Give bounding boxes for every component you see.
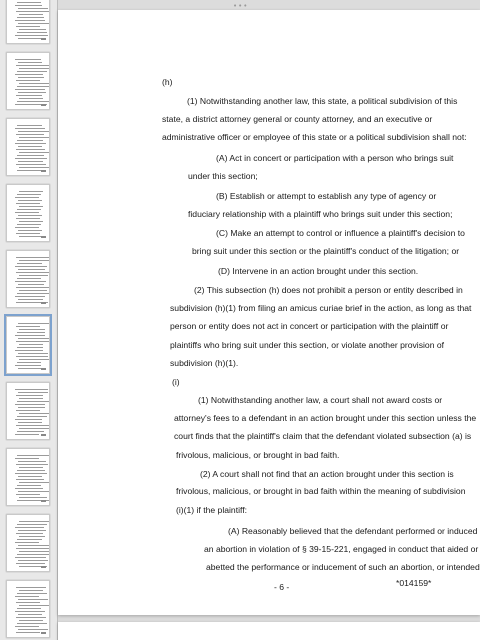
thumbnail-text-line <box>17 608 41 609</box>
thumbnail-text-line <box>16 410 40 411</box>
thumbnail-text-line <box>18 629 48 630</box>
thumbnail-text-line <box>19 467 43 468</box>
thumbnail-text-line <box>16 287 49 288</box>
thumbnail-text-line <box>19 344 43 345</box>
thumbnail-text-line <box>17 416 47 417</box>
page-thumbnail[interactable] <box>6 448 50 506</box>
thumbnail-text-line <box>18 560 48 561</box>
thumbnail-text-line <box>18 392 48 393</box>
page-thumbnail[interactable] <box>6 184 50 242</box>
thumbnail-text-line <box>19 152 50 153</box>
thumbnail-text-line <box>16 272 50 273</box>
doc-line: (D) Intervene in an action brought under this section. <box>218 266 419 276</box>
thumbnail-text-line <box>16 11 49 12</box>
thumbnail-text-line <box>19 260 49 261</box>
doc-line: court finds that the plaintiff's claim that the defendant violated subsection (a) is <box>174 431 472 441</box>
thumbnail-text-line <box>18 407 45 408</box>
thumbnail-text-line <box>17 125 42 126</box>
doc-line: attorney's fees to a defendant in an action brought under this section unless the <box>174 413 477 423</box>
thumbnail-text-line <box>16 203 40 204</box>
thumbnail-text-line <box>18 491 50 492</box>
thumbnail-text-line <box>17 593 47 594</box>
thumbnail-text-line <box>17 263 42 264</box>
doc-line: subdivision (h)(1). <box>170 358 239 368</box>
thumbnail-text-line <box>17 554 49 555</box>
thumbnail-text-line <box>16 65 50 66</box>
thumbnail-text-line <box>17 539 42 540</box>
thumbnail-text-line <box>15 458 39 459</box>
thumbnail-text-line <box>16 95 42 96</box>
thumbnail-text-line <box>16 356 48 357</box>
doc-line: (A) Act in concert or participation with a person who brings suit <box>216 153 454 163</box>
doc-line: (A) Reasonably believed that the defendant performed or induced <box>228 526 478 536</box>
doc-line: frivolous, malicious, or brought in bad faith. <box>176 450 340 460</box>
thumbnail-text-line <box>18 323 50 324</box>
doc-line: (1) Notwithstanding another law, a court shall not award costs or <box>198 395 443 405</box>
thumbnail-text-line <box>19 137 50 138</box>
thumbnail-text-line <box>17 32 47 33</box>
thumbnail-page-number <box>41 632 46 634</box>
thumbnail-text-line <box>18 530 46 531</box>
thumbnail-text-line <box>19 167 50 168</box>
thumbnail-text-line <box>17 470 45 471</box>
thumbnail-text-line <box>18 338 50 339</box>
thumbnail-text-line <box>15 611 45 612</box>
thumbnail-text-line <box>19 428 49 429</box>
thumbnail-text-line <box>19 398 43 399</box>
thumbnail-page-number <box>41 104 46 106</box>
thumbnail-text-line <box>16 494 40 495</box>
thumbnail-text-line <box>15 212 39 213</box>
thumbnail-page-number <box>41 434 46 436</box>
doc-line: subdivision (h)(1) from filing an amicus curiae brief in the action, as long as that <box>170 303 472 313</box>
thumbnail-text-line <box>17 278 41 279</box>
thumbnail-text-line <box>16 587 46 588</box>
document-code: *014159* <box>396 578 432 588</box>
thumbnail-text-line <box>15 365 41 366</box>
page-thumbnail[interactable] <box>6 382 50 440</box>
thumbnail-text-line <box>19 68 50 69</box>
thumbnail-text-line <box>17 194 41 195</box>
thumbnail-text-line <box>19 413 50 414</box>
thumbnail-page-number <box>41 368 46 370</box>
doc-line: (1) Notwithstanding another law, this state, a political subdivision of this <box>187 96 458 106</box>
thumbnail-text-line <box>19 605 49 606</box>
thumbnail-text-line <box>18 461 46 462</box>
thumbnail-text-line <box>15 596 39 597</box>
doc-line: (i)(1) if the plaintiff: <box>176 505 248 515</box>
doc-line: state, a district attorney general or county attorney, and an executive or <box>162 114 433 124</box>
doc-line: (2) A court shall not find that an action brought under this section is <box>200 469 454 479</box>
page-thumbnail[interactable] <box>6 52 50 110</box>
thumbnail-text-line <box>16 326 40 327</box>
thumbnail-text-line <box>18 422 42 423</box>
thumbnail-text-line <box>15 281 46 282</box>
thumbnail-text-line <box>18 161 43 162</box>
thumbnail-text-line <box>19 14 43 15</box>
thumbnail-page-number <box>41 302 46 304</box>
thumbnail-text-line <box>17 140 43 141</box>
thumbnail-text-line <box>15 488 43 489</box>
thumbnail-text-line <box>18 614 42 615</box>
thumbnail-text-line <box>17 17 44 18</box>
thumbnail-page-number <box>41 236 46 238</box>
thumbnail-text-line <box>18 476 42 477</box>
page-thumbnail[interactable] <box>6 514 50 572</box>
thumbnail-text-line <box>19 83 50 84</box>
thumbnail-text-line <box>15 557 46 558</box>
page-thumbnail-current[interactable] <box>6 316 50 374</box>
thumbnail-text-line <box>16 134 44 135</box>
page-number: - 6 - <box>274 582 290 592</box>
doc-line: an abortion in violation of § 39-15-221, engaged in conduct that aided or <box>204 544 479 554</box>
doc-line: abetted the performance or inducement of such an abortion, or intended <box>206 562 480 572</box>
thumbnail-text-line <box>19 221 43 222</box>
thumbnail-text-line <box>19 590 43 591</box>
thumbnail-text-line <box>17 209 41 210</box>
drag-handle-icon[interactable]: ••• <box>233 2 249 10</box>
thumbnail-text-line <box>15 143 46 144</box>
thumbnail-text-line <box>16 341 50 342</box>
thumbnail-text-line <box>19 206 43 207</box>
thumbnail-text-line <box>16 479 44 480</box>
thumbnail-text-line <box>15 128 45 129</box>
thumbnail-text-line <box>15 59 41 60</box>
thumbnail-text-line <box>16 533 43 534</box>
thumbnail-page-number <box>41 500 46 502</box>
thumbnail-text-line <box>17 362 41 363</box>
doc-line: frivolous, malicious, or brought in bad faith within the meaning of subdivision <box>176 486 466 496</box>
thumbnail-text-line <box>15 473 47 474</box>
thumbnail-text-line <box>16 80 40 81</box>
thumbnail-page-number <box>41 566 46 568</box>
thumbnail-text-line <box>18 38 42 39</box>
doc-line: (C) Make an attempt to control or influence a plaintiff's decision to <box>216 228 465 238</box>
thumbnail-text-line <box>17 524 47 525</box>
thumbnail-text-line <box>15 296 45 297</box>
thumbnail-text-line <box>16 218 40 219</box>
thumbnail-text-line <box>15 419 42 420</box>
thumbnail-text-line <box>19 536 45 537</box>
thumbnail-sidebar <box>0 0 58 640</box>
thumbnail-text-line <box>15 350 43 351</box>
thumbnail-text-line <box>18 8 48 9</box>
thumbnail-text-line <box>16 257 50 258</box>
thumbnail-text-line <box>15 158 47 159</box>
thumbnail-text-line <box>16 26 40 27</box>
thumbnail-text-line <box>16 602 40 603</box>
doc-line: (2) This subsection (h) does not prohibit a person or entity described in <box>194 285 463 295</box>
thumbnail-text-line <box>19 275 48 276</box>
thumbnail-text-line <box>16 632 40 633</box>
thumbnail-text-line <box>16 617 46 618</box>
doc-line: bring suit under this section or the plaintiff's conduct of the litigation; or <box>192 246 460 256</box>
document-viewer[interactable] <box>58 0 480 640</box>
thumbnail-text-line <box>17 332 45 333</box>
thumbnail-text-line <box>19 236 43 237</box>
thumbnail-text-line <box>18 299 43 300</box>
page-thumbnail[interactable] <box>6 118 50 176</box>
thumbnail-text-line <box>17 86 49 87</box>
thumbnail-text-line <box>16 464 48 465</box>
thumbnail-text-line <box>16 164 46 165</box>
thumbnail-text-line <box>18 77 44 78</box>
thumbnail-text-line <box>15 197 39 198</box>
thumbnail-text-line <box>19 482 50 483</box>
thumbnail-text-line <box>19 359 50 360</box>
thumbnail-text-line <box>16 425 49 426</box>
thumbnail-text-line <box>18 62 42 63</box>
thumbnail-text-line <box>17 2 41 3</box>
thumbnail-text-line <box>16 395 43 396</box>
thumbnail-text-line <box>17 485 41 486</box>
thumbnail-text-line <box>15 389 48 390</box>
thumbnail-text-line <box>17 401 50 402</box>
thumbnail-text-line <box>18 215 42 216</box>
thumbnail-text-line <box>17 293 50 294</box>
thumbnail-text-line <box>17 623 47 624</box>
thumbnail-text-line <box>15 527 44 528</box>
thumbnail-text-line <box>19 191 43 192</box>
thumbnail-text-line <box>15 227 39 228</box>
thumbnail-text-line <box>19 329 45 330</box>
thumbnail-text-line <box>15 335 45 336</box>
thumbnail-text-line <box>18 230 42 231</box>
thumbnail-page-number <box>41 38 46 40</box>
thumbnail-text-line <box>16 149 45 150</box>
thumbnail-text-line <box>19 521 50 522</box>
thumbnail-text-line <box>17 155 44 156</box>
thumbnail-text-line <box>16 233 40 234</box>
thumbnail-text-line <box>17 431 44 432</box>
thumbnail-text-line <box>19 98 43 99</box>
thumbnail-page-number <box>41 170 46 172</box>
page-thumbnail[interactable] <box>6 0 50 44</box>
thumbnail-text-line <box>16 563 45 564</box>
thumbnail-text-line <box>17 455 49 456</box>
page-thumbnail[interactable] <box>6 580 50 638</box>
doc-line: (B) Establish or attempt to establish any type of agency or <box>216 191 437 201</box>
doc-line: under this section; <box>188 171 258 181</box>
thumbnail-text-line <box>15 35 48 36</box>
doc-line: administrative officer or employee of this state or a political subdivision shall not: <box>162 132 467 142</box>
thumbnail-text-line <box>19 497 47 498</box>
doc-line: (h) <box>162 77 173 87</box>
thumbnail-text-line <box>18 353 48 354</box>
thumbnail-text-line <box>17 224 41 225</box>
thumbnail-text-line <box>15 74 43 75</box>
thumbnail-text-line <box>17 71 47 72</box>
thumbnail-text-line <box>16 548 50 549</box>
document-page <box>58 10 480 615</box>
thumbnail-text-line <box>18 146 42 147</box>
thumbnail-text-line <box>18 92 46 93</box>
thumbnail-text-line <box>18 269 45 270</box>
thumbnail-text-line <box>19 290 47 291</box>
thumbnail-text-line <box>18 131 50 132</box>
thumbnail-text-line <box>15 542 39 543</box>
thumbnail-text-line <box>15 5 42 6</box>
thumbnail-text-line <box>15 434 39 435</box>
thumbnail-text-line <box>18 200 42 201</box>
thumbnail-text-line <box>18 599 48 600</box>
page-thumbnail[interactable] <box>6 250 50 308</box>
thumbnail-text-line <box>19 29 46 30</box>
thumbnail-text-line <box>18 545 50 546</box>
thumbnail-text-line <box>15 404 45 405</box>
doc-line: fiduciary relationship with a plaintiff who brings suit under this section; <box>188 209 453 219</box>
thumbnail-text-line <box>19 551 50 552</box>
thumbnail-text-line <box>15 266 47 267</box>
next-document-page <box>58 622 480 640</box>
thumbnail-text-line <box>18 284 44 285</box>
thumbnail-text-line <box>15 626 39 627</box>
doc-line: person or entity does not act in concert or participation with the plaintiff or <box>170 321 449 331</box>
thumbnail-text-line <box>15 89 45 90</box>
thumbnail-text-line <box>18 23 50 24</box>
thumbnail-text-line <box>19 620 43 621</box>
doc-line: plaintiffs who bring suit under this section, or violate another provision of <box>170 340 445 350</box>
thumbnail-text-line <box>17 347 43 348</box>
thumbnail-text-line <box>17 101 50 102</box>
thumbnail-text-line <box>15 20 45 21</box>
doc-line: (i) <box>172 377 180 387</box>
